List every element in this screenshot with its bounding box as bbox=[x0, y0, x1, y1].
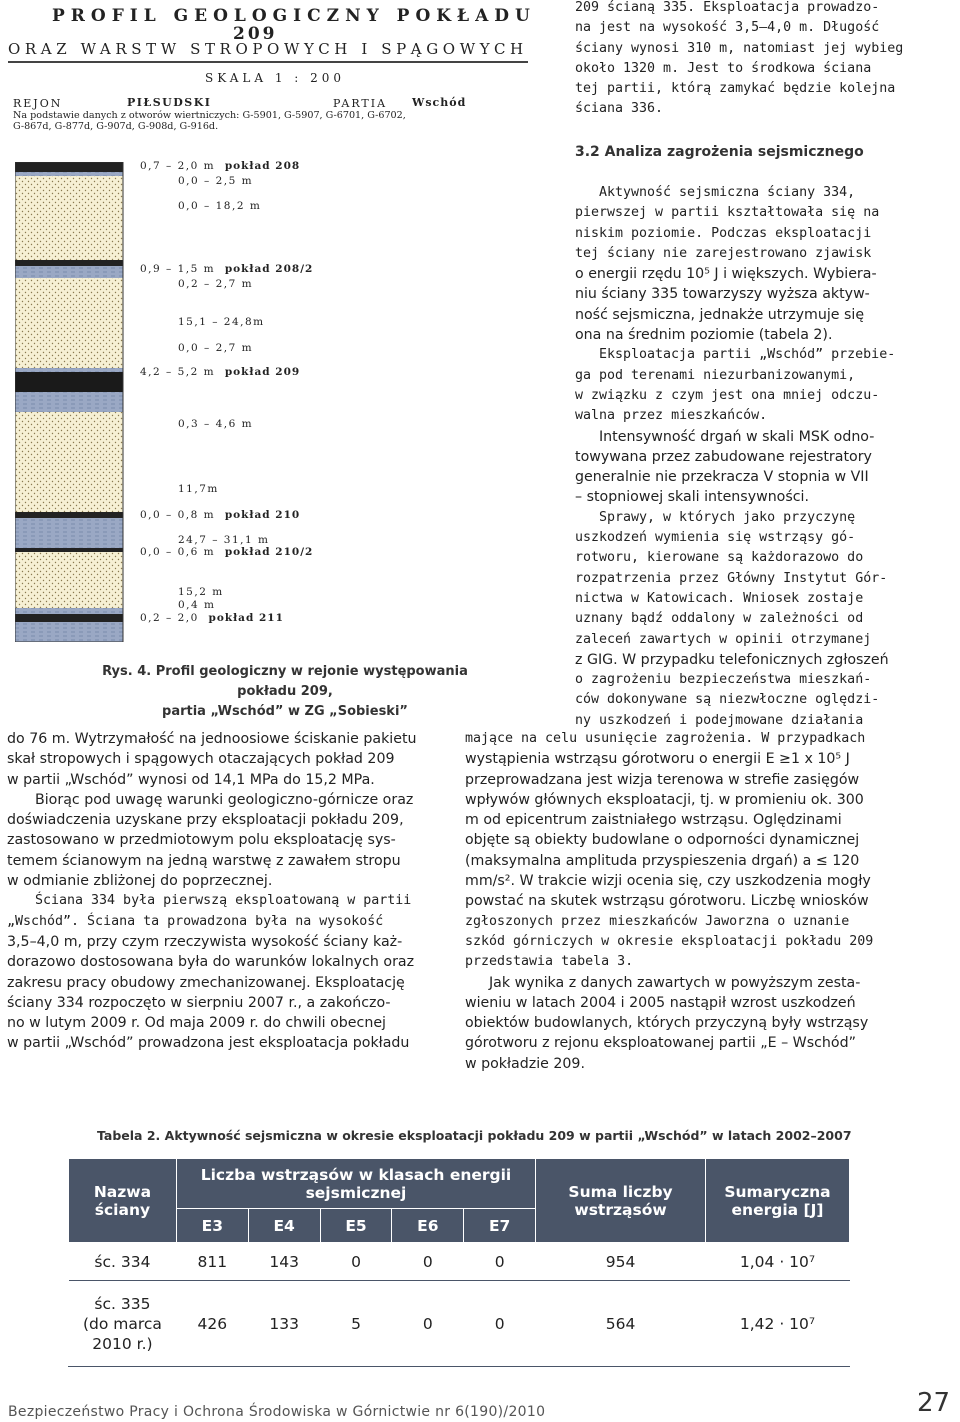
layer-label: 0,2 – 2,0 pokład 211 bbox=[140, 612, 284, 624]
strata-layer bbox=[15, 266, 123, 278]
strata-layer bbox=[15, 172, 123, 176]
table-row: śc. 335 (do marca 2010 r.) 426 133 5 0 0 564 1,42 · 10⁷ bbox=[69, 1281, 850, 1367]
layer-label: 0,4 m bbox=[178, 599, 216, 611]
layer-label: 0,0 – 0,8 m pokład 210 bbox=[140, 509, 301, 521]
strata-layer bbox=[15, 392, 123, 412]
strata-layer bbox=[15, 608, 123, 614]
figure-scale: SKALA 1 : 200 bbox=[205, 71, 346, 85]
layer-label: 24,7 – 31,1 m bbox=[178, 534, 270, 546]
figure-title-seam: 209 bbox=[233, 24, 278, 44]
strata-layer bbox=[15, 278, 123, 368]
header-e7: E7 bbox=[464, 1209, 536, 1243]
strata-layer bbox=[15, 412, 123, 512]
coal-seam-208 bbox=[15, 162, 123, 172]
layer-label: 0,0 – 18,2 m bbox=[178, 200, 262, 212]
coal-seam-210 bbox=[15, 512, 123, 518]
layer-label: 0,0 – 2,5 m bbox=[178, 175, 254, 187]
strata-layer bbox=[15, 518, 123, 548]
strata-layer bbox=[15, 552, 123, 608]
journal-footer: Bezpieczeństwo Pracy i Ochrona Środowiska w Górnictwie nr 6(190)/2010 bbox=[8, 1404, 546, 1420]
layer-label: 0,7 – 2,0 m pokład 208 bbox=[140, 160, 301, 172]
coal-seam-210-2 bbox=[15, 548, 123, 552]
strata-column bbox=[15, 162, 125, 642]
rejon-label: REJON bbox=[13, 97, 63, 110]
coal-seam-211 bbox=[15, 614, 123, 622]
header-e6: E6 bbox=[392, 1209, 464, 1243]
header-name: Nazwa ściany bbox=[69, 1159, 177, 1243]
layer-label: 4,2 – 5,2 m pokład 209 bbox=[140, 366, 301, 378]
table-row: śc. 334 811 143 0 0 0 954 1,04 · 10⁷ bbox=[69, 1243, 850, 1281]
right-top-paragraph: 209 ścianą 335. Eksploatacja prowadzo- na jest na wysokość 3,5–4,0 m. Długość ściany wynosi 310 m, natomiast jej wybieg około 1320 m. Jest to środkowa ściana tej partii, którą zamykać będzie kolejna ściana 336. bbox=[575, 0, 904, 117]
layer-label: 0,9 – 1,5 m pokład 208/2 bbox=[140, 263, 314, 275]
left-column-text: do 76 m. Wytrzymałość na jednoosiowe ściskanie pakietu skał stropowych i spągowych otaczających pokład 209 w partii „Wschód” wynosi od 14,1 MPa do 15,2 MPa. Biorąc pod uwagę warunki geologiczno-górnicze oraz doświadczenia uzyskane przy eksploatacji pokładu 209, zastosowano w przedmiotowym polu eksploatację sys- temem ścianowym na jedną warstwę z zawałem stropu w odmianie zbliżonej do poprzecznej. Ściana 334 była pierwszą eksploatowaną w partii „Wschód”. Ściana ta prowadzona była na wysokość 3,5–4,0 m, przy czym rzeczywista wysokość ściany każ- dorazowo dostosowana była do warunków lokalnych oraz zakresu pracy obudowy zmechanizowanej. Eksploatację ściany 334 rozpoczęto w sierpniu 2007 r., a zakończo- no w lutym 2009 r. Od maja 2009 r. do chwili obecnej w partii „Wschód” prowadzona jest eksploatacja pokładu bbox=[7, 731, 417, 1052]
layer-label: 0,3 – 4,6 m bbox=[178, 418, 254, 430]
table-caption: Tabela 2. Aktywność sejsmiczna w okresie eksploatacji pokładu 209 w partii „Wschód” w latach 2002–2007 bbox=[97, 1128, 852, 1143]
figure-title: PROFIL GEOLOGICZNY POKŁADU bbox=[52, 6, 536, 26]
rejon-value: PIŁSUDSKI bbox=[127, 96, 212, 109]
layer-label: 15,2 m bbox=[178, 586, 224, 598]
header-e5: E5 bbox=[320, 1209, 392, 1243]
strata-layer bbox=[15, 368, 123, 372]
coal-seam-209 bbox=[15, 372, 123, 392]
header-total-energy: Sumaryczna energia [J] bbox=[705, 1159, 849, 1243]
section-heading: 3.2 Analiza zagrożenia sejsmicznego bbox=[575, 144, 864, 160]
header-sum: Suma liczby wstrząsów bbox=[536, 1159, 706, 1243]
partia-value: Wschód bbox=[412, 96, 467, 109]
strata-layer bbox=[15, 622, 123, 642]
figure-subtitle: ORAZ WARSTW STROPOWYCH I SPĄGOWYCH bbox=[8, 40, 528, 58]
table-bottom-rule bbox=[68, 1366, 850, 1367]
figure-basis: Na podstawie danych z otworów wiertniczych: G-5901, G-5907, G-6701, G-6702, G-867d, G-877d, G-907d, G-908d, G-916d. bbox=[13, 110, 406, 132]
layer-label: 0,2 – 2,7 m bbox=[178, 278, 254, 290]
page-number: 27 bbox=[917, 1388, 951, 1418]
layer-label: 15,1 – 24,8m bbox=[178, 316, 265, 328]
partia-label: PARTIA bbox=[333, 97, 388, 110]
strata-layer bbox=[15, 176, 123, 260]
layer-label: 11,7m bbox=[178, 483, 219, 495]
layer-label: 0,0 – 2,7 m bbox=[178, 342, 254, 354]
header-e3: E3 bbox=[176, 1209, 248, 1243]
header-e4: E4 bbox=[248, 1209, 320, 1243]
layer-label: 0,0 – 0,6 m pokład 210/2 bbox=[140, 546, 314, 558]
seismic-table bbox=[68, 1158, 850, 1367]
right-wide-text: mające na celu usunięcie zagrożenia. W przypadkach wystąpienia wstrząsu górotworu o energii E ≥1 x 10⁵ J przeprowadzana jest wizja terenowa w strefie zasięgów wpływów głównych eksploatacji, tj. w promieniu ok. 300 m od epicentrum zaistniałego wstrząsu. Oględzinami objęte są obiekty budowlane o odporności dynamicznej (maksymalna amplituda przyspieszenia drgań) a ≤ 120 mm/s². W trakcie wizji ocenia się, czy uszkodzenia mogły powstać na skutek wstrząsu górotworu. Liczbę wniosków zgłoszonych przez mieszkańców Jaworzna o uznanie szkód górniczych w okresie eksploatacji pokładu 209 przedstawia tabela 3. Jak wynika z danych zawartych w powyższym zesta- wieniu w latach 2004 i 2005 nastąpił wzrost uszkodzeń obiektów budowlanych, których przyczyną były wstrząsy górotworu z rejonu eksploatowanej partii „E – Wschód” w pokładzie 209. bbox=[465, 731, 874, 1072]
right-column-text: Aktywność sejsmiczna ściany 334, pierwszej w partii kształtowała się na niskim poziomie. Podczas eksploatacji tej ściany nie zarejestrowano zjawisk o energii rzędu 10⁵ J i większych. Wybiera- niu ściany 335 towarzyszy wyższa aktyw- ność sejsmiczna, jednakże utrzymuje się ona na średnim poziomie (tabela 2). Eksploatacja partii „Wschód” przebie- ga pod terenami niezurbanizowanymi, w związku z czym jest ona mniej odczu- walna przez mieszkańców. Intensywność drgań w skali MSK odno- towywana przez zabudowane rejestratory generalnie nie przekracza V stopnia w VII – stopniowej skali intensywności. Sprawy, w których jako przyczynę uszkodzeń wymienia się wstrząsy gó- rotworu, kierowane są każdorazowo do rozpatrzenia przez Główny Instytut Gór- nictwa w Katowicach. Wniosek zostaje uznany bądź oddalony w zależności od zaleceń zawartych w opinii otrzymanej z GIG. W przypadku telefonicznych zgłoszeń o zagrożeniu bezpieczeństwa mieszkań- ców dokonywane są niezwłoczne oględzi- ny uszkodzeń i podejmowane działania bbox=[575, 185, 896, 728]
coal-seam-208-2 bbox=[15, 260, 123, 266]
header-energy-classes: Liczba wstrząsów w klasach energii sejsmicznej bbox=[176, 1159, 535, 1209]
figure-divider bbox=[8, 61, 528, 63]
figure-caption: Rys. 4. Profil geologiczny w rejonie występowania pokładu 209, partia „Wschód” w ZG „Sobieski” bbox=[102, 664, 468, 719]
